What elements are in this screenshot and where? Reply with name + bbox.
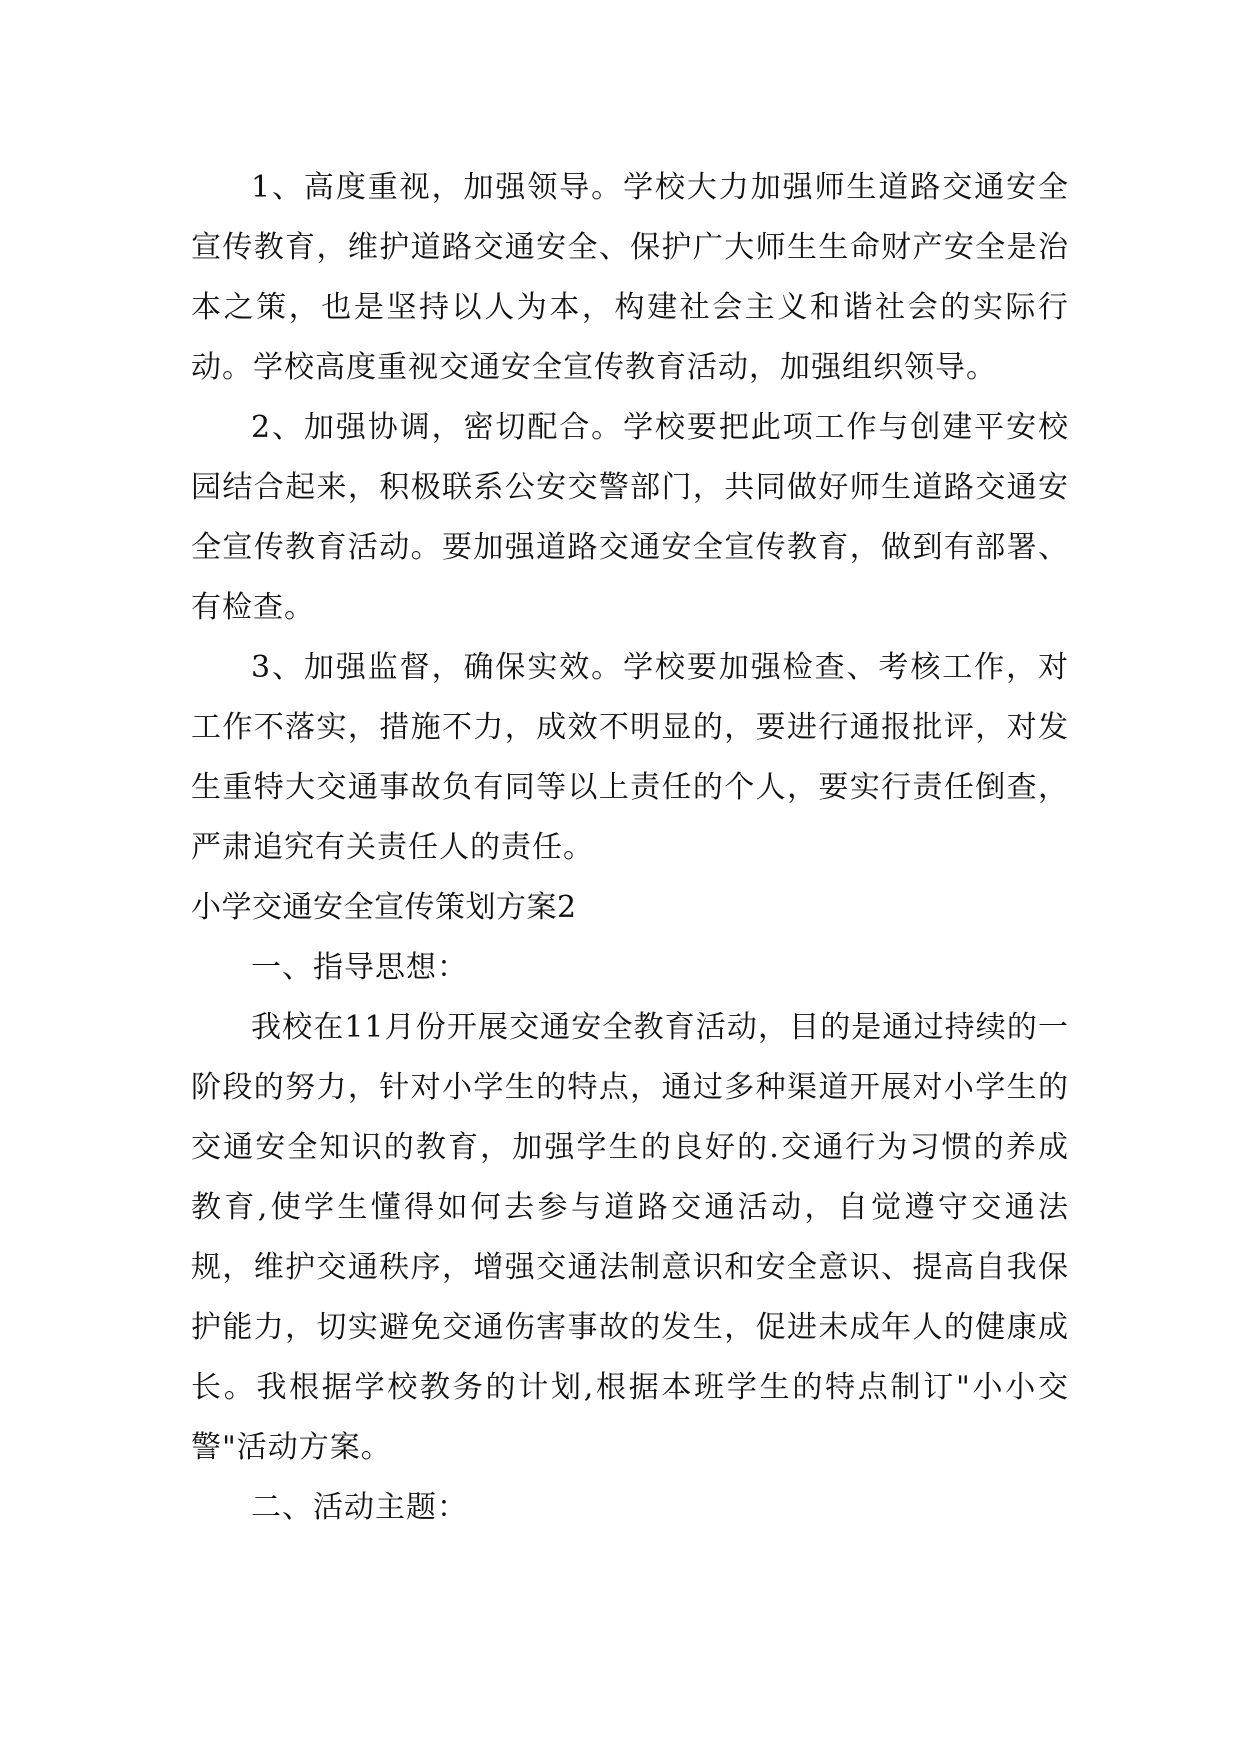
section-title: 小学交通安全宣传策划方案2 (191, 890, 577, 925)
paragraph-supervision: 3、加强监督，确保实效。学校要加强检查、考核工作，对工作不落实，措施不力，成效不明显的，要进行通报批评，对发生重特大交通事故负有同等以上责任的个人，要实行责任倒查，严肃追究有关责任人的责任。 (191, 650, 1069, 865)
heading-guiding-ideology: 一、指导思想： (251, 950, 468, 985)
document-body (191, 158, 1069, 1538)
paragraph-coordination: 2、加强协调，密切配合。学校要把此项工作与创建平安校园结合起来，积极联系公安交警部门，共同做好师生道路交通安全宣传教育活动。要加强道路交通安全宣传教育，做到有部署、有检查。 (191, 410, 1069, 625)
heading-activity-theme: 二、活动主题： (251, 1490, 468, 1525)
paragraph-leadership: 1、高度重视，加强领导。学校大力加强师生道路交通安全宣传教育，维护道路交通安全、保护广大师生生命财产安全是治本之策，也是坚持以人为本，构建社会主义和谐社会的实际行动。学校高度重视交通安全宣传教育活动，加强组织领导。 (191, 170, 1069, 385)
paragraph-guiding-ideology: 我校在11月份开展交通安全教育活动，目的是通过持续的一阶段的努力，针对小学生的特点，通过多种渠道开展对小学生的交通安全知识的教育，加强学生的良好的.交通行为习惯的养成教育,使学生懂得如何去参与道路交通活动，自觉遵守交通法规，维护交通秩序，增强交通法制意识和安全意识、提高自我保护能力，切实避免交通伤害事故的发生，促进未成年人的健康成长。我根据学校教务的计划,根据本班学生的特点制订"小小交警"活动方案。 (191, 1010, 1069, 1465)
